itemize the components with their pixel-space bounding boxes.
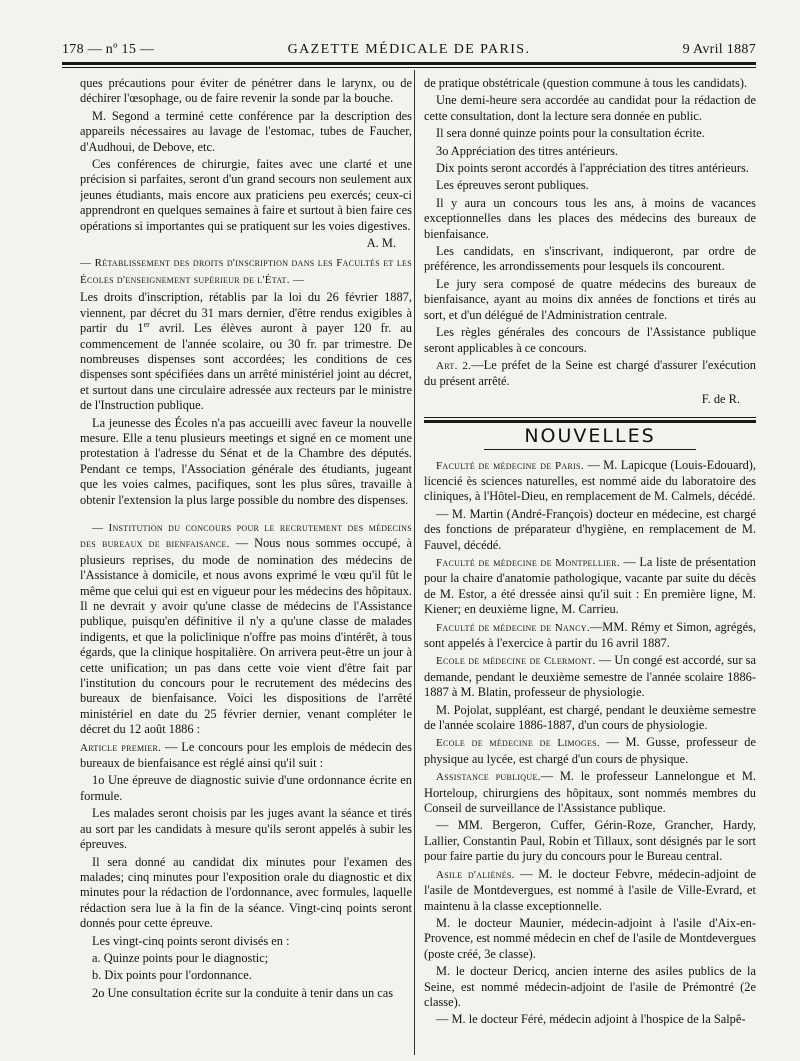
section-rule-thin (424, 417, 756, 418)
news-item: — M. Martin (André-François) docteur en médecine, est chargé des fonctions de préparateur d'hygiène, en remplacement de M. Fauvel, décédé. (424, 506, 756, 552)
paragraph: Ces conférences de chirurgie, faites avec une clarté et une précision si parfaites, seront d'un grand secours non seulement aux jeunes étudiants, mais encore aux praticiens peu exercés; ceux-ci apprendront en quelques semaines à faire et surtout à bien faire ces opérations si importantes qui se pratiquent sur les voies digestives. (80, 157, 412, 233)
news-item (424, 620, 756, 652)
section-rule-thick (424, 420, 756, 423)
text-run: — M. Lapicque (Louis-Edouard), licencié ès sciences naturelles, est nommé aide du laboratoire des cliniques, à l'Hôtel-Dieu, en remplacement de M. Calmels, décédé. (424, 457, 756, 504)
news-heading: Faculté de médecine de Montpellier. (436, 556, 620, 569)
paragraph: Une demi-heure sera accordée au candidat pour la rédaction de cette consultation, dont la lecture sera donnée en public. (424, 93, 756, 123)
news-heading: Faculté de médecine de Paris. (436, 459, 584, 472)
paragraph: ques précautions pour éviter de pénétrer dans le larynx, ou de déchirer l'œsophage, ou de faire revenir la sonde par la bouche. (80, 76, 412, 106)
page-header (62, 38, 756, 60)
paragraph (80, 740, 412, 772)
paragraph: a. Quinze points pour le diagnostic; (92, 950, 269, 965)
text-run: Les droits d'inscription, rétablis par la loi du 26 février 1887, viennent, par décret du 31 mars dernier, d'être rendus exigibles à partir du 1 (80, 290, 412, 336)
news-item (424, 867, 756, 914)
news-item (424, 555, 756, 618)
spacer (80, 510, 412, 520)
text-run: — La liste de présentation pour la chaire d'anatomie pathologique, vacante par suite du décès de M. Estor, a été dressée ainsi qu'il suit : En première ligne, M. Kiener; en deuxième ligne, M. Carrieu. (424, 554, 756, 617)
news-heading: Ecole de médecine de Limoges. (436, 737, 600, 750)
text-run: — Le concours pour les emplois de médecin des bureaux de bienfaisance est réglé ainsi qu'il suit : (80, 739, 412, 771)
news-item (424, 653, 756, 700)
text-run: —Le préfet de la Seine est chargé d'assurer l'exécution du présent arrêté. (424, 357, 756, 389)
header-rule-thin (62, 67, 756, 68)
text-run: — M. le professeur Lannelongue et M. Horteloup, chirurgiens des hôpitaux, sont nommés membres du Conseil de surveillance de l'Assistance publique. (424, 769, 756, 816)
news-item (424, 458, 756, 505)
paragraph: Le jury sera composé de quatre médecins des bureaux de bienfaisance, ayant au moins dix années de fonctions et tirés au sort, et d'un délégué de l'Administration centrale. (424, 276, 756, 322)
text-run: — M. le docteur Febvre, médecin-adjoint de l'asile de Montdevergues, est nommé à l'asile de Ville-Evrard, et maintenu à la classe exceptionnelle. (424, 866, 756, 913)
news-item: — M. le docteur Féré, médecin adjoint à l'hospice de la Salpê- (436, 1012, 746, 1027)
paragraph: Dix points seront accordés à l'appréciation des titres antérieurs. (436, 161, 749, 176)
text-run: — Nous nous sommes occupé, à plusieurs reprises, du mode de nomination des médecins de l'Assistance à domicile, et nous avons exprimé le vœu qu'il fût le même que celui qui est en vigueur pour les médecins des hôpitaux. Il ne devrait y avoir qu'une classe de médecins de l'Assistance publique, puisqu'en définitive il n'y a qu'une classe de malades indigents, et que la policlinique n'offre pas moins d'intérêt, à tous égards, que la clinique hospitalière. On arrivera peut-être un jour à cette unification; un pas dans cette voie vient d'être fait par l'institution du concours pour le recrutement des médecins des bureaux de bienfaisance. Voici les dispositions de l'arrêté ministériel en date du 25 février dernier, venant compléter le décret du 12 août 1886 : (80, 536, 412, 737)
signature: A. M. (366, 236, 396, 251)
news-item (424, 769, 756, 816)
paragraph: 1o Une épreuve de diagnostic suivie d'une ordonnance écrite en formule. (80, 773, 412, 803)
news-heading: Faculté de médecine de Nancy. (436, 621, 590, 634)
paragraph: La jeunesse des Écoles n'a pas accueilli avec faveur la nouvelle mesure. Elle a tenu plusieurs meetings et signé en ce moment une protestation à l'adresse du Sénat et de la Chambre des députés. Pendant ce temps, l'Association générale des étudiants, jugeant que les voies calmes, pacifiques, sont les plus sûres, travaille à obtenir l'extension la plus large possible du nombre des dispenses. (80, 415, 412, 507)
news-item (424, 735, 756, 767)
paragraph: Les épreuves seront publiques. (436, 178, 589, 193)
nouvelles-heading: NOUVELLES (524, 425, 656, 448)
right-column (424, 76, 756, 1051)
nouvelles-rule (484, 449, 696, 450)
paragraph (80, 520, 412, 738)
paragraph: Les malades seront choisis par les juges avant la séance et tirés au sort par les candidats à mesure qu'ils seront appelés à subir les épreuves. (80, 806, 412, 852)
paragraph: de pratique obstétricale (question commune à tous les candidats). (424, 76, 748, 90)
news-item: M. Pojolat, suppléant, est chargé, pendant le deuxième semestre de l'année scolaire 1886-1887, d'un cours de physiologie. (424, 702, 756, 733)
paragraph: M. Segond a terminé cette conférence par la description des appareils nécessaires au lavage de l'estomac, tubes de Faucher, d'Audhoui, de Debove, etc. (80, 108, 412, 154)
paragraph (424, 358, 756, 390)
news-heading: Assistance publique. (436, 771, 541, 784)
paragraph: Les vingt-cinq points seront divisés en : (92, 933, 290, 948)
news-item: M. le docteur Maunier, médecin-adjoint à l'asile d'Aix-en-Provence, est nommé médecin en chef de l'asile de Montdevergues (poste créé, 3e classe). (424, 915, 756, 961)
news-item: — MM. Bergeron, Cuffer, Gérin-Roze, Grancher, Hardy, Lallier, Constantin Paul, Robin et Tillaux, sont désignés par le sort pour faire partie du jury du concours pour le Bureau central. (424, 818, 756, 864)
text-run: — M. Gusse, professeur de physique au lycée, est chargé d'un cours de physique. (424, 735, 756, 766)
paragraph: 3o Appréciation des titres antérieurs. (436, 143, 619, 158)
journal-title: GAZETTE MÉDICALE DE PARIS. (287, 42, 531, 57)
news-item: M. le docteur Dericq, ancien interne des asiles publics de la Seine, est nommé médecin-adjoint de l'asile de Prémontré (2e classe). (424, 964, 756, 1009)
column-divider (414, 70, 415, 1055)
paragraph (80, 290, 412, 413)
paragraph: Les candidats, en s'inscrivant, indiqueront, par ordre de préférence, les arrondissements pour lesquels ils concourent. (424, 244, 756, 274)
header-rule-thick (62, 62, 756, 65)
superscript: er (143, 319, 150, 329)
paragraph: Il sera donné au candidat dix minutes pour l'examen des malades; cinq minutes pour l'exposition orale du diagnostic et dix minutes pour la rédaction de l'ordonnance, avec formules, laquelle rédaction sera lue à la fin de la séance. Vingt-cinq points seront donnés pour cette épreuve. (80, 854, 412, 931)
text-run: — Un congé est accordé, sur sa demande, pendant le deuxième semestre de l'année scolaire 1886-1887 à M. Blatin, professeur de physiologie. (424, 653, 756, 700)
article-label: Article premier. (80, 741, 162, 754)
section-heading: — Institution du concours pour le recrutement des médecins des bureaux de bienfaisance. (80, 521, 412, 551)
paragraph: 2o Une consultation écrite sur la conduite à tenir dans un cas (92, 985, 394, 1000)
left-column (80, 76, 412, 1051)
paragraph: Il y aura un concours tous les ans, à moins de vacances exceptionnelles dans les places des médecins des bureaux de bienfaisance. (424, 195, 756, 241)
news-heading: Asile d'aliénés. (436, 868, 515, 881)
article-label: Art. 2. (436, 359, 472, 372)
news-heading: Ecole de médecine de Clermont. (436, 655, 596, 668)
text-run: —MM. Rémy et Simon, agrégés, sont appelés à l'exercice à partir du 16 avril 1887. (424, 619, 756, 650)
section-heading: — Rétablissement des droits d'inscription dans les Facultés et les Écoles d'enseignement supérieur de l'État. — (80, 257, 412, 286)
paragraph: b. Dix points pour l'ordonnance. (92, 968, 252, 983)
paragraph: Il sera donné quinze points pour la consultation écrite. (436, 126, 705, 141)
paragraph: Les règles générales des concours de l'Assistance publique seront applicables à ce concours. (424, 325, 756, 355)
signature: F. de R. (701, 391, 740, 406)
issue-date: 9 Avril 1887 (682, 42, 756, 57)
article-heading-droits (80, 255, 412, 288)
text-run: avril. Les élèves auront à payer 120 fr. au commencement de l'année scolaire, ou 30 fr. par trimestre. De nombreuses dispenses sont accordées; les conditions de ces dispenses sont spécifiées dans un arrêté ministériel joint au décret, et surtout dans une circulaire adressée aux recteurs par le ministre de l'Instruction publique. (80, 321, 412, 413)
page-number: 178 — nº 15 — (62, 42, 155, 57)
